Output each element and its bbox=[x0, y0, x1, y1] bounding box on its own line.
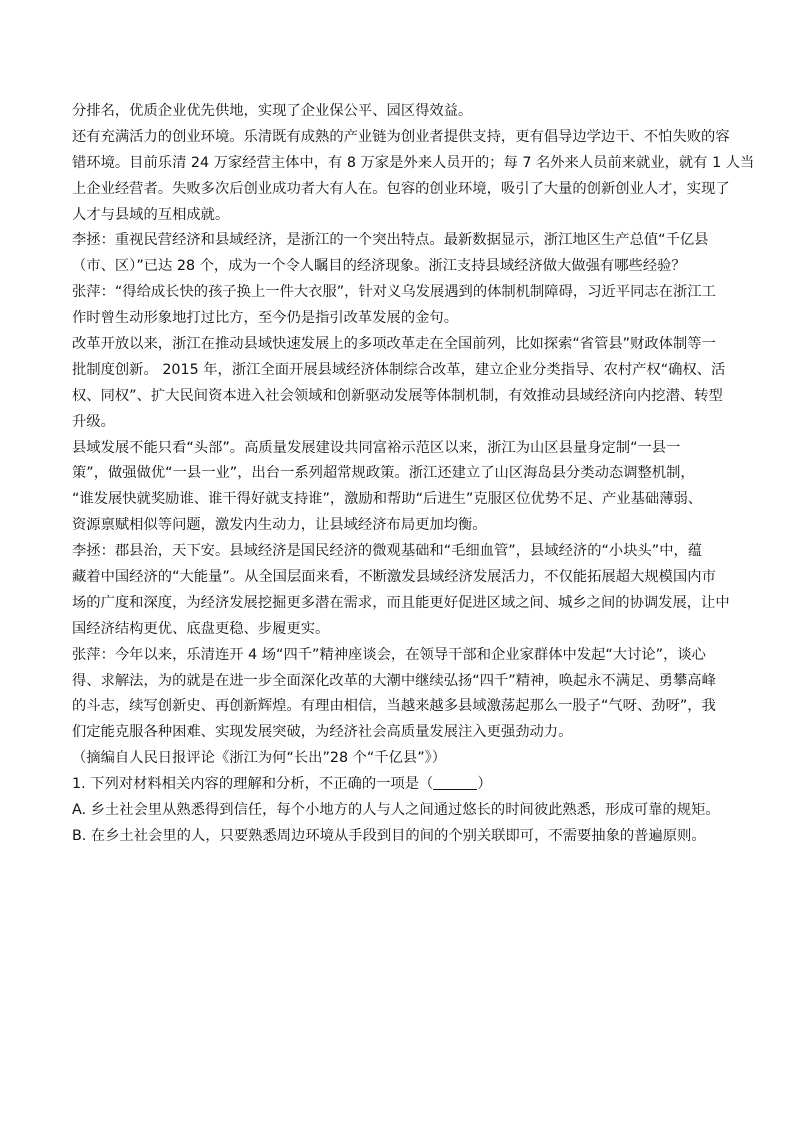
text-line: 权、同权”、扩大民间资本进入社会领域和创新驱动发展等体制机制，有效推动县域经济向内挖潜、转型 bbox=[72, 387, 723, 404]
text-line: 张萍：今年以来，乐清连开 4 场“四千”精神座谈会，在领导干部和企业家群体中发起“大讨论”，谈心 bbox=[72, 646, 706, 663]
document-body bbox=[72, 99, 755, 850]
text-line: 作时曾生动形象地打过比方，至今仍是指引改革发展的金句。 bbox=[72, 310, 459, 327]
option-b: B. 在乡土社会里的人，只要熟悉周边环境从手段到目的间的个别关联即可，不需要抽象的普遍原则。 bbox=[72, 827, 706, 844]
text-line: （市、区）”已达 28 个，成为一个令人瞩目的经济现象。浙江支持县域经济做大做强有哪些经验？ bbox=[72, 258, 686, 275]
text-line: 人才与县域的互相成就。 bbox=[72, 206, 230, 223]
text-line: 藏着中国经济的“大能量”。从全国层面来看，不断激发县域经济发展活力，不仅能拓展超大规模国内市 bbox=[72, 569, 716, 586]
question-stem-text: 1. 下列对材料相关内容的理解和分析，不正确的一项是（ bbox=[72, 776, 434, 793]
text-line: 上企业经营者。失败多次后创业成功者大有人在。包容的创业环境，吸引了大量的创新创业人才，实现了 bbox=[72, 180, 730, 197]
text-line: 场的广度和深度，为经济发展挖掘更多潜在需求，而且能更好促进区域之间、城乡之间的协调发展，让中 bbox=[72, 594, 730, 611]
text-line: 策”，做强做优“一县一业”，出台一系列超常规政策。浙江还建立了山区海岛县分类动态调整机制， bbox=[72, 465, 695, 482]
text-line: 国经济结构更优、底盘更稳、步履更实。 bbox=[72, 620, 330, 637]
source-citation: （摘编自人民日报评论《浙江为何“长出”28 个“千亿县”》） bbox=[72, 750, 447, 767]
text-line: 资源禀赋相似等问题，激发内生动力，让县域经济布局更加均衡。 bbox=[72, 517, 487, 534]
text-line: 分排名，优质企业优先供地，实现了企业保公平、园区得效益。 bbox=[72, 103, 473, 119]
text-line: “谁发展快就奖励谁、谁干得好就支持谁”，激励和帮助“后进生”克服区位优势不足、产业基础薄弱、 bbox=[72, 491, 703, 508]
text-line: 的斗志，续写创新史、再创新辉煌。有理由相信，当越来越多县域激荡起那么一股子“气呀、劲呀”，我 bbox=[72, 698, 716, 715]
question-stem bbox=[72, 772, 722, 798]
text-line: 李拯：郡县治，天下安。县域经济是国民经济的微观基础和“毛细血管”，县域经济的“小块头”中，蕴 bbox=[72, 543, 703, 560]
text-line: 批制度创新。 2015 年，浙江全面开展县域经济体制综合改革，建立企业分类指导、农村产权“确权、活 bbox=[72, 361, 726, 378]
text-line: 升级。 bbox=[72, 413, 115, 430]
text-line: 们定能克服各种困难、实现发展突破，为经济社会高质量发展注入更强劲动力。 bbox=[72, 724, 573, 741]
text-line: 李拯：重视民营经济和县域经济，是浙江的一个突出特点。最新数据显示，浙江地区生产总值“千亿县 bbox=[72, 232, 709, 249]
text-line: 张萍：“得给成长快的孩子换上一件大衣服”，针对义乌发展遇到的体制机制障碍，习近平同志在浙江工 bbox=[72, 284, 716, 301]
text-line: 县域发展不能只看“头部”。高质量发展建设共同富裕示范区以来，浙江为山区县量身定制“一县一 bbox=[72, 439, 681, 456]
text-line: 改革开放以来，浙江在推动县域快速发展上的多项改革走在全国前列，比如探索“省管县”财政体制等一 bbox=[72, 336, 716, 353]
answer-blank bbox=[433, 775, 477, 790]
text-line: 得、求解法，为的就是在进一步全面深化改革的大潮中继续弘扬“四千”精神，唤起永不满足、勇攀高峰 bbox=[72, 672, 716, 689]
option-a: A. 乡土社会里从熟悉得到信任，每个小地方的人与人之间通过悠长的时间彼此熟悉，形成可靠的规矩。 bbox=[72, 802, 720, 819]
text-line: 还有充满活力的创业环境。乐清既有成熟的产业链为创业者提供支持，更有倡导边学边干、不怕失败的容 bbox=[72, 128, 730, 145]
question-stem-close: ） bbox=[477, 776, 492, 793]
text-line: 错环境。目前乐清 24 万家经营主体中，有 8 万家是外来人员开的；每 7 名外来人员前来就业，就有 1 人当 bbox=[72, 154, 755, 171]
